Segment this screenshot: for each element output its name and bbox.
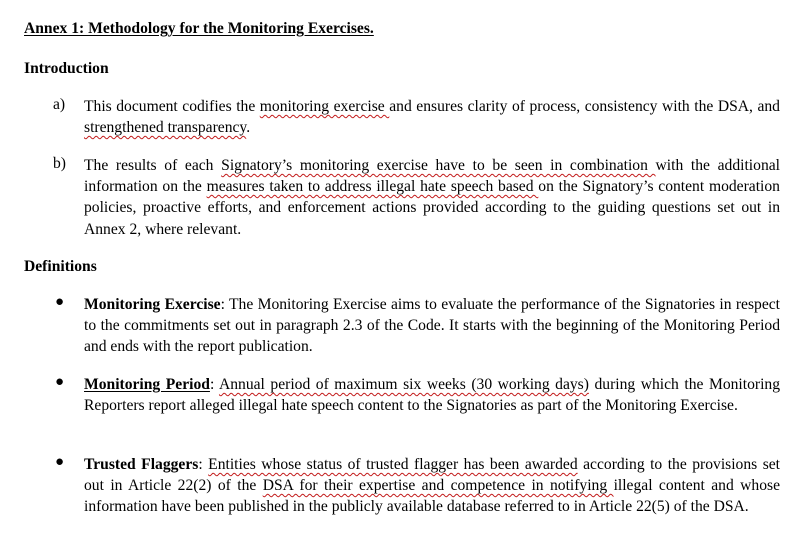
definition-item-monitoring-exercise bbox=[53, 294, 780, 358]
flagged-text: DSA for their expertise and competence in notifying bbox=[262, 477, 614, 495]
definition-term: Trusted Flaggers bbox=[84, 456, 199, 473]
body-text: . bbox=[246, 119, 251, 137]
definition-term: Monitoring Period bbox=[84, 376, 210, 393]
definition-text bbox=[84, 454, 780, 518]
body-text: and ensures clarity of process, consistency with the DSA, and bbox=[389, 98, 780, 115]
definitions-heading: Definitions bbox=[24, 258, 97, 275]
intro-item-b bbox=[53, 155, 780, 240]
definition-item-monitoring-period bbox=[53, 374, 780, 416]
definition-text bbox=[84, 294, 780, 358]
body-text: : bbox=[198, 456, 209, 473]
body-text: according to the provisions set out in Article 22(2) of the bbox=[84, 456, 781, 495]
flagged-text: Entities whose status of trusted flagger has been awarded bbox=[208, 456, 578, 473]
body-text: The results of each bbox=[84, 157, 222, 174]
intro-item-a bbox=[53, 96, 780, 138]
annex-title: Annex 1: Methodology for the Monitoring Exercises. bbox=[24, 20, 374, 37]
definition-term: Monitoring Exercise bbox=[84, 296, 221, 313]
flagged-text: strengthened transparency bbox=[84, 119, 247, 137]
intro-item-text bbox=[84, 155, 780, 240]
introduction-heading: Introduction bbox=[24, 60, 109, 77]
flagged-text: measures taken to address illegal hate speech based bbox=[206, 178, 539, 196]
bullet-icon: ● bbox=[55, 374, 65, 390]
bullet-icon: ● bbox=[55, 454, 65, 470]
definition-item-trusted-flaggers bbox=[53, 454, 780, 518]
body-text: illegal content and whose information have been published in the publicly available database referred to in Article 22(5) of the DSA. bbox=[84, 477, 780, 516]
body-text: : The Monitoring Exercise aims to evaluate the performance of the Signatories in respect to the commitments set out in paragraph 2.3 of the Code. It starts with the beginning of the Monitoring Period and ends with the report publication. bbox=[84, 296, 780, 356]
body-text: This document codifies the bbox=[84, 98, 260, 115]
body-text: during which the Monitoring Reporters report alleged illegal hate speech content to the Signatories as part of the Monitoring Exercise. bbox=[84, 376, 780, 415]
flagged-text: Signatory’s monitoring exercise have to be seen in combination bbox=[221, 157, 656, 174]
flagged-text: Annual period of maximum six weeks (30 working days) bbox=[218, 376, 589, 393]
intro-item-text bbox=[84, 96, 780, 138]
body-text: : bbox=[209, 376, 219, 393]
body-text: on the Signatory’s content moderation policies, proactive efforts, and enforcement actions provided according to the guiding questions set out in Annex 2, where relevant. bbox=[84, 178, 780, 238]
flagged-text: monitoring exercise bbox=[259, 98, 390, 115]
list-marker: a) bbox=[53, 96, 66, 113]
definition-text bbox=[84, 374, 780, 416]
bullet-icon: ● bbox=[55, 294, 65, 310]
list-marker: b) bbox=[53, 155, 66, 172]
body-text: with the additional information on the bbox=[84, 157, 780, 196]
